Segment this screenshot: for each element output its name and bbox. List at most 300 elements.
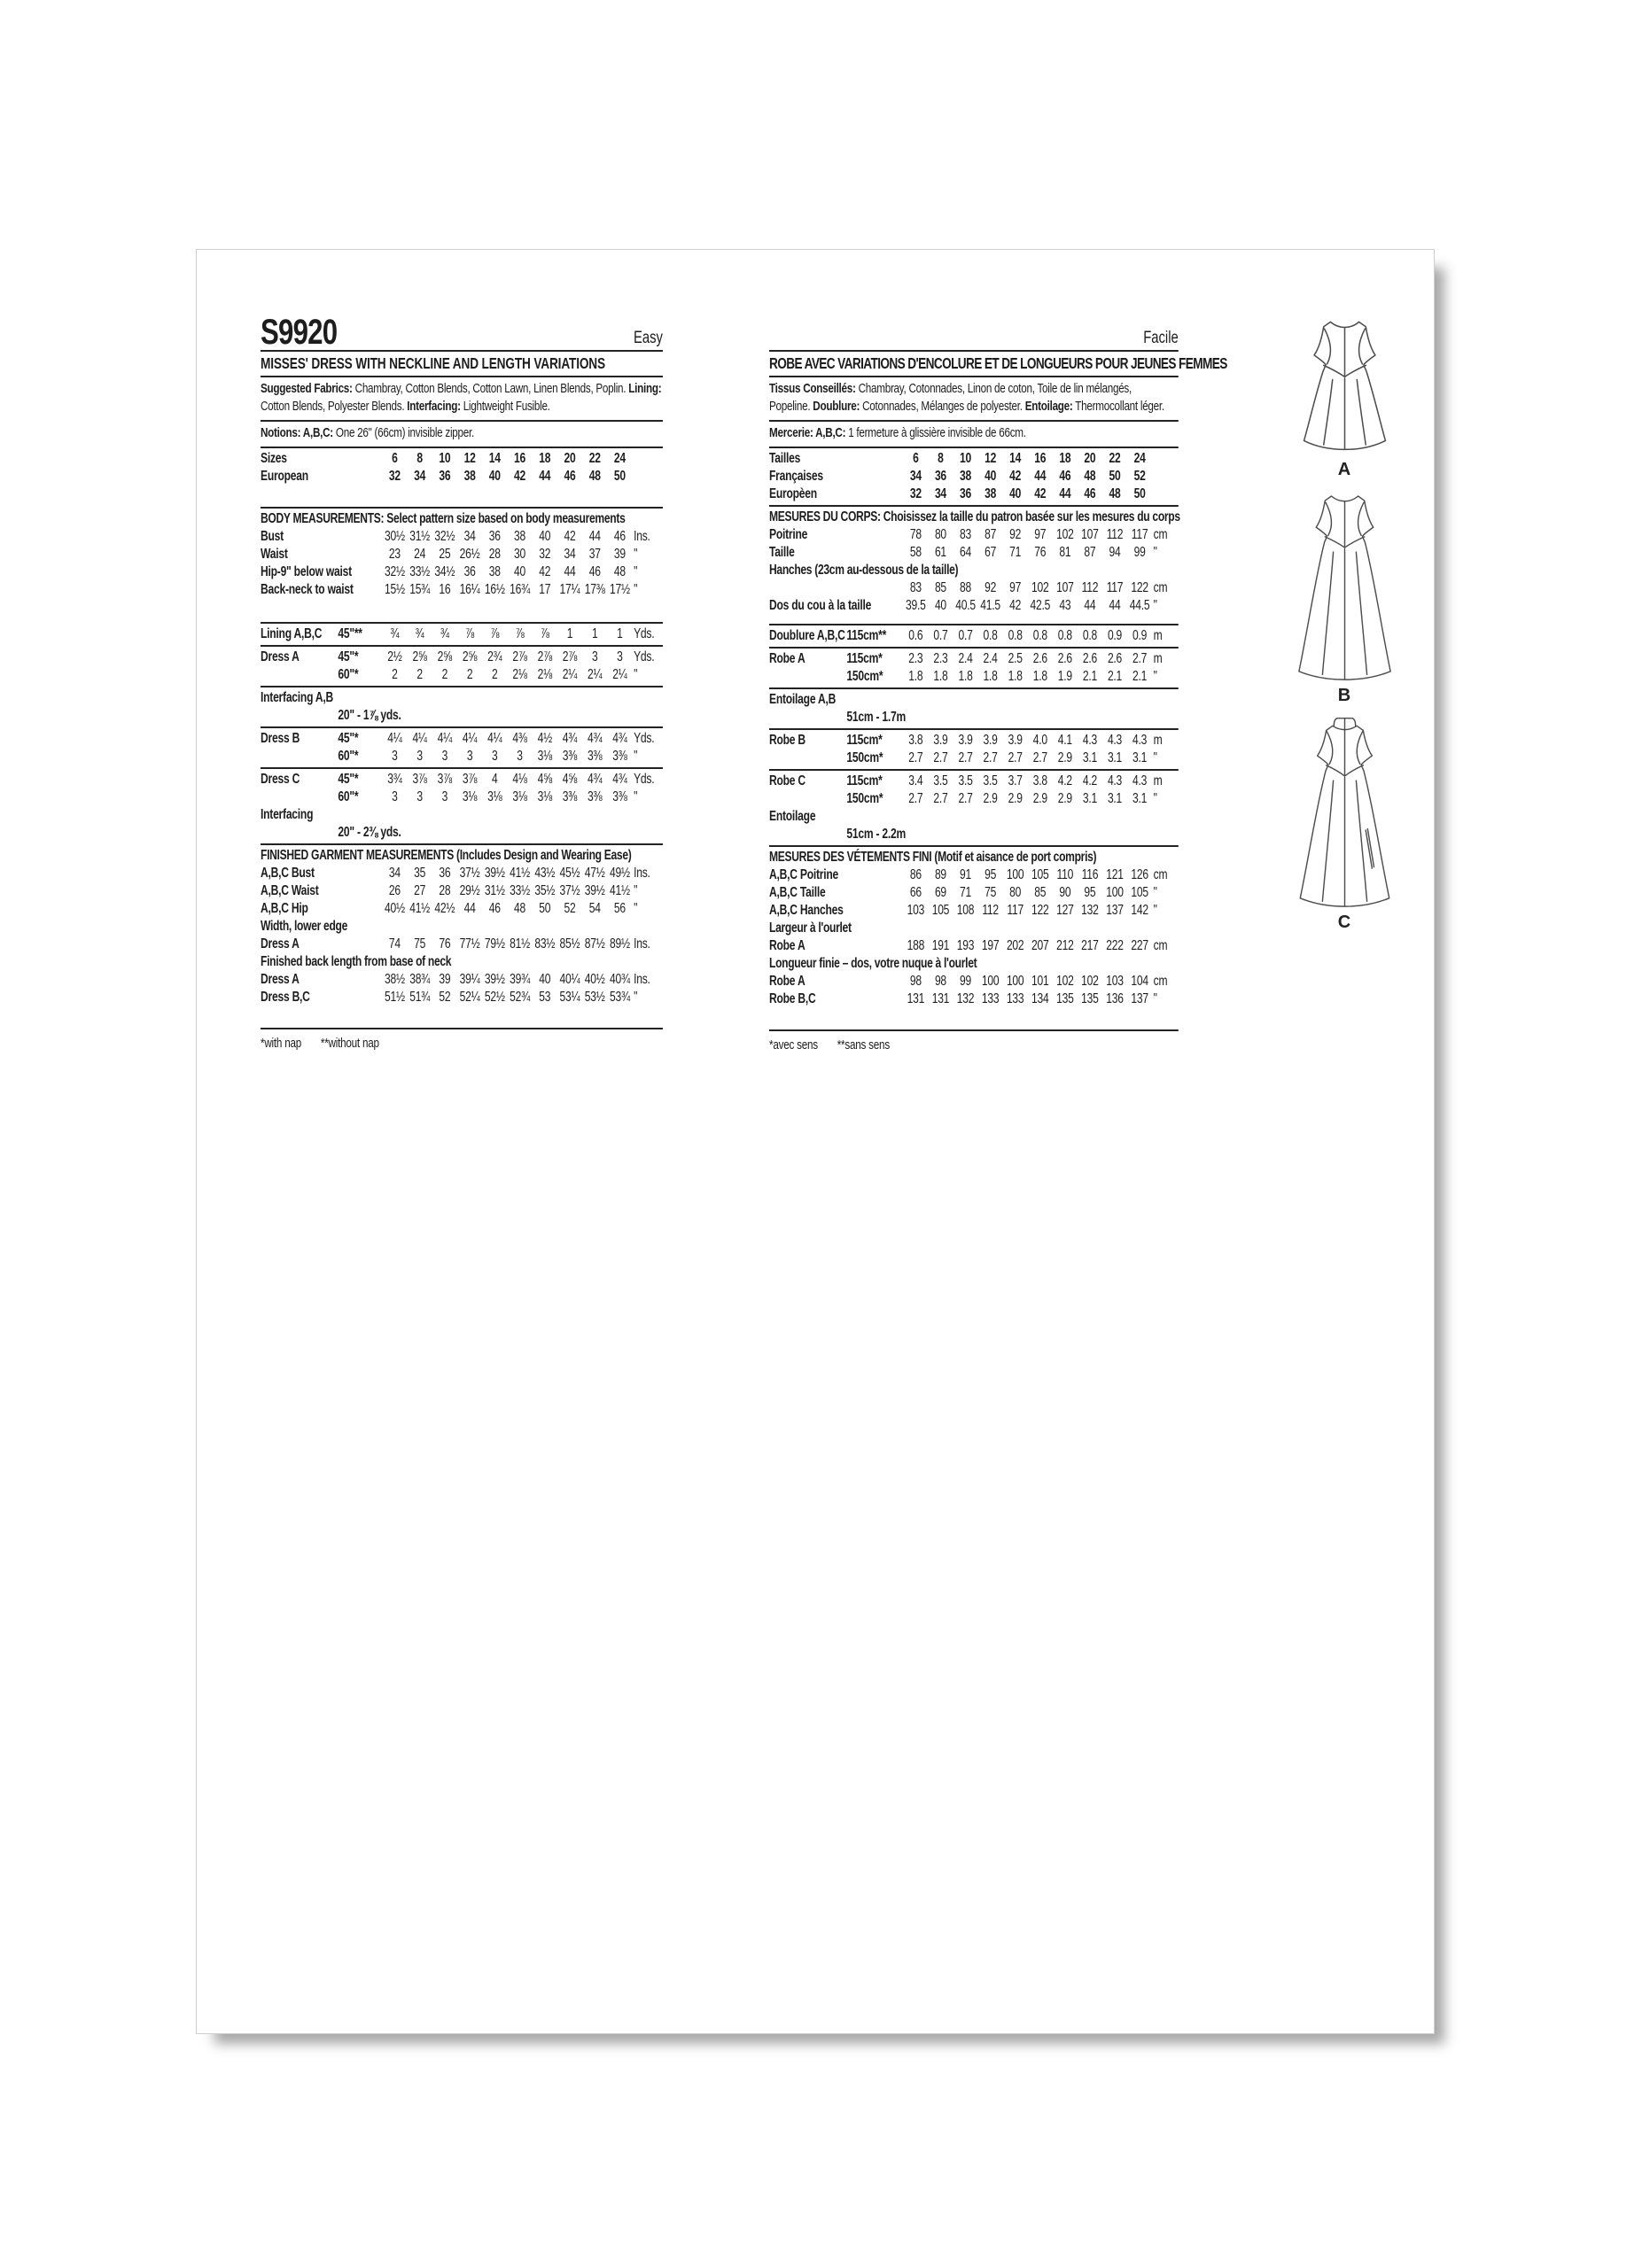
text-segment: Doublure: — [813, 399, 860, 414]
size-value: 36 — [463, 564, 476, 579]
size-value: 193 — [956, 938, 975, 953]
size-value: 133 — [1006, 991, 1024, 1006]
size-value: 4⅜ — [512, 731, 527, 746]
size-value: 107 — [1056, 580, 1074, 595]
size-value: 100 — [1006, 974, 1024, 989]
size-value: 3.5 — [983, 773, 998, 788]
size-value: 3.9 — [933, 733, 948, 748]
size-value: 121 — [1106, 867, 1124, 882]
size-value: 102 — [1081, 974, 1099, 989]
text-paragraph — [261, 422, 663, 448]
size-value: 38 — [488, 564, 501, 579]
size-value: 0.7 — [933, 628, 948, 643]
size-value: 217 — [1081, 938, 1099, 953]
text-segment: Chambray, Cotton Blends, Cotton Lawn, Linen Blends, Poplin. — [352, 381, 629, 396]
size-value: 44.5 — [1129, 598, 1150, 613]
size-value: 2 — [492, 667, 498, 682]
size-value: 36 — [934, 469, 946, 484]
unit-label: m — [1153, 628, 1163, 643]
size-value: 40.5 — [955, 598, 976, 613]
size-value: 94 — [1109, 545, 1121, 560]
size-value: 28 — [439, 883, 451, 898]
row-label: Dress C — [261, 772, 300, 787]
size-value: 4¾ — [562, 731, 578, 746]
size-value: 52½ — [484, 990, 505, 1005]
size-value: 50 — [613, 469, 626, 484]
size-value: 4⅛ — [512, 772, 527, 787]
unit-label: Yds. — [634, 772, 655, 787]
table-row — [261, 581, 663, 599]
measurement-table — [769, 624, 1179, 649]
size-value: 42 — [539, 564, 551, 579]
size-value: 42 — [1034, 486, 1047, 501]
size-value: 40½ — [584, 972, 605, 987]
size-value: 102 — [1031, 580, 1049, 595]
size-value: 44 — [463, 901, 476, 916]
size-value: 36 — [439, 469, 451, 484]
text-segment: Entoilage: — [1024, 399, 1073, 414]
size-value: ⅞ — [490, 626, 500, 641]
size-value: 4.2 — [1082, 773, 1097, 788]
size-value: 75 — [414, 936, 426, 951]
size-value: 35½ — [534, 883, 556, 898]
fabric-width: 115cm* — [846, 773, 883, 788]
size-value: 222 — [1106, 938, 1124, 953]
table-row — [261, 649, 663, 666]
size-value: 10 — [960, 451, 972, 466]
size-value: 38 — [960, 469, 972, 484]
header-english — [261, 312, 663, 352]
size-value: 50 — [539, 901, 551, 916]
size-value: 87½ — [584, 936, 605, 951]
size-value: 3.1 — [1132, 791, 1148, 806]
size-value: 2¾ — [487, 649, 502, 664]
size-value: 52 — [564, 901, 576, 916]
size-value: 31½ — [484, 883, 505, 898]
size-value: 100 — [981, 974, 1000, 989]
footnote — [261, 1028, 663, 1051]
row-label — [261, 748, 338, 765]
size-value: 40 — [514, 564, 526, 579]
fabric-width: 150cm* — [846, 791, 883, 806]
size-value: 112 — [1106, 527, 1124, 542]
size-value: 0.9 — [1107, 628, 1123, 643]
unit-label: m — [1153, 733, 1163, 748]
size-value: 69 — [934, 885, 946, 900]
size-value: 77½ — [459, 936, 480, 951]
size-value: 8 — [416, 451, 423, 466]
size-value: 2⅝ — [412, 649, 427, 664]
size-value: 38 — [985, 486, 997, 501]
section-heading: Largeur à l'ourlet — [769, 920, 852, 936]
size-value: 132 — [956, 991, 975, 1006]
dress-c-figure — [1294, 718, 1396, 944]
size-value: 30 — [514, 547, 526, 562]
table-row — [769, 849, 1179, 866]
text-segment: Tissus Conseillés: — [769, 381, 856, 396]
size-value: 122 — [1131, 580, 1148, 595]
row-label: Europèen — [769, 486, 817, 501]
size-value: 2⅞ — [537, 649, 552, 664]
size-value: 45½ — [559, 866, 580, 881]
size-value: 98 — [909, 974, 922, 989]
unit-label: " — [634, 883, 638, 898]
text-paragraph — [769, 422, 1179, 448]
unit-label: " — [1153, 885, 1157, 900]
size-value: 44 — [564, 564, 576, 579]
row-label: A,B,C Bust — [261, 866, 315, 881]
unit-label — [1152, 468, 1177, 485]
size-value: 32 — [909, 486, 922, 501]
size-value: 40 — [539, 529, 551, 544]
size-value: 18 — [539, 451, 551, 466]
unit-label: cm — [1153, 938, 1168, 953]
unit-label: " — [1153, 991, 1157, 1006]
size-value: 39½ — [484, 866, 505, 881]
size-value: 188 — [907, 938, 925, 953]
size-value: 0.8 — [983, 628, 998, 643]
table-row — [261, 806, 663, 842]
size-value: 4¾ — [612, 731, 627, 746]
fabric-width: 150cm* — [846, 669, 883, 684]
table-row — [769, 627, 1179, 645]
size-value: 0.8 — [1032, 628, 1047, 643]
table-row — [769, 579, 1179, 597]
size-value: 3.1 — [1082, 750, 1097, 765]
dress-b-illustration — [1294, 492, 1396, 682]
size-value: 48 — [1109, 486, 1121, 501]
pattern-number: S9920 — [261, 313, 338, 352]
unit-label: " — [634, 564, 638, 579]
size-value: 117 — [1131, 527, 1148, 542]
size-value: 44 — [588, 529, 601, 544]
size-value: 3 — [517, 749, 523, 764]
table-row — [261, 953, 663, 971]
size-value: 4¼ — [412, 731, 427, 746]
size-value: 137 — [1131, 991, 1148, 1006]
size-value: 46 — [588, 564, 601, 579]
size-value: 197 — [981, 938, 1000, 953]
row-label: Bust — [261, 529, 284, 544]
size-value: 71 — [960, 885, 972, 900]
measurement-table — [261, 769, 663, 845]
unit-label: " — [1153, 669, 1157, 684]
section-heading: FINISHED GARMENT MEASUREMENTS (Includes Design and Wearing Ease) — [261, 848, 632, 863]
size-value: 136 — [1106, 991, 1124, 1006]
size-value: 48 — [588, 469, 601, 484]
size-value: 137 — [1106, 903, 1124, 918]
size-value: 89 — [934, 867, 946, 882]
difficulty-label-french: Facile — [1143, 329, 1179, 347]
table-row — [769, 955, 1179, 973]
table-row — [769, 866, 1179, 884]
size-value: 85½ — [559, 936, 580, 951]
size-value: 1.8 — [908, 669, 923, 684]
table-row — [769, 691, 1179, 726]
unit-label: cm — [1153, 527, 1168, 542]
size-value: 79½ — [484, 936, 505, 951]
measurement-table — [769, 771, 1179, 847]
table-row — [261, 510, 663, 528]
size-value: 4¾ — [588, 772, 603, 787]
view-c-label: C — [1337, 913, 1351, 932]
unit-label: Ins. — [634, 866, 650, 881]
size-value: 40 — [488, 469, 501, 484]
section-heading: Width, lower edge — [261, 919, 348, 934]
table-row — [261, 748, 663, 765]
table-row — [261, 971, 663, 989]
section-heading: Longueur finie – dos, votre nuque à l'ourlet — [769, 956, 977, 971]
size-value: 52¼ — [459, 990, 480, 1005]
size-value: 108 — [956, 903, 975, 918]
size-value: 47½ — [584, 866, 605, 881]
table-row — [261, 730, 663, 748]
fabric-width: 115cm** — [846, 628, 887, 643]
measurement-table — [769, 730, 1179, 771]
fabric-width: 60"* — [338, 667, 359, 682]
unit-label: " — [634, 789, 638, 804]
table-row — [261, 563, 663, 581]
unit-label: Ins. — [634, 936, 650, 951]
size-value: 86 — [909, 867, 922, 882]
row-label: Dress B,C — [261, 990, 310, 1005]
size-value: 3⅛ — [512, 789, 527, 804]
measurement-table — [261, 647, 663, 687]
text-segment: Thermocollant léger. — [1072, 399, 1164, 414]
fabric-width: 60"* — [338, 749, 359, 764]
row-label: Dress A — [261, 649, 300, 664]
size-value: 90 — [1059, 885, 1071, 900]
size-value: 99 — [960, 974, 972, 989]
size-value: 32½ — [384, 564, 405, 579]
table-row — [261, 865, 663, 882]
size-value: 2.4 — [983, 651, 998, 666]
size-value: 103 — [907, 903, 925, 918]
row-label: Françaises — [769, 469, 823, 484]
garment-title-french: ROBE AVEC VARIATIONS D'ENCOLURE ET DE LONGUEURS POUR JEUNES FEMMES — [769, 352, 1179, 377]
size-value: 3⅛ — [537, 749, 552, 764]
row-label: Robe A — [769, 938, 806, 953]
size-value: 4⅝ — [537, 772, 552, 787]
size-value: 23 — [388, 547, 401, 562]
dress-a-figure — [1294, 317, 1396, 492]
unit-label: " — [634, 582, 638, 597]
size-value: 83 — [960, 527, 972, 542]
row-label: Dress A — [261, 972, 300, 987]
size-value: 14 — [1009, 451, 1022, 466]
french-column — [769, 312, 1227, 1052]
measurement-table — [769, 649, 1179, 689]
size-value: 101 — [1031, 974, 1049, 989]
size-value: 1.8 — [1032, 669, 1047, 684]
size-value: 22 — [588, 451, 601, 466]
size-value: 15¾ — [409, 582, 431, 597]
size-value: 2⅝ — [462, 649, 478, 664]
size-value: 3⅞ — [437, 772, 453, 787]
size-value: 97 — [1009, 580, 1022, 595]
size-value: 34 — [463, 529, 476, 544]
size-value: 3⅜ — [612, 789, 627, 804]
size-value: 36 — [960, 486, 972, 501]
size-value: 37½ — [559, 883, 580, 898]
size-value: 42 — [564, 529, 576, 544]
text-segment: Lightweight Fusible. — [460, 399, 550, 414]
table-row — [261, 528, 663, 546]
unit-label: " — [1153, 545, 1157, 560]
size-value: 2.3 — [933, 651, 948, 666]
size-value: 3.9 — [958, 733, 973, 748]
size-value: 44 — [1034, 469, 1047, 484]
unit-label: m — [1153, 651, 1163, 666]
table-row — [261, 882, 663, 900]
size-value: 25 — [439, 547, 451, 562]
size-value: 36 — [439, 866, 451, 881]
size-value: 99 — [1133, 545, 1146, 560]
size-value: 2¼ — [588, 667, 603, 682]
text-segment: Chambray, Cotonnades, Linon de coton, Toile de lin mélangés, — [855, 381, 1132, 396]
yardage-note: 51cm - 2.2m — [846, 827, 907, 842]
section-heading: MESURES DES VÉTEMENTS FINI (Motif et aisance de port compris) — [769, 850, 1097, 865]
size-value: 4¾ — [612, 772, 627, 787]
size-value: 2⅛ — [512, 667, 527, 682]
size-value: 85 — [1034, 885, 1047, 900]
size-value: 2.5 — [1008, 651, 1023, 666]
row-label: Entoilage — [769, 809, 816, 824]
size-value: 3 — [591, 649, 598, 664]
size-value: 1.8 — [933, 669, 948, 684]
size-value: 34½ — [434, 564, 455, 579]
row-label: Doublure A,B,C — [769, 628, 845, 643]
size-value: 116 — [1081, 867, 1099, 882]
table-row — [769, 468, 1179, 485]
unit-label: " — [634, 901, 638, 916]
table-row — [261, 546, 663, 563]
text-segment: Popeline. — [769, 399, 813, 414]
table-row — [769, 597, 1179, 615]
size-value: 53¼ — [559, 990, 580, 1005]
size-value: 4¼ — [462, 731, 478, 746]
size-value: 41½ — [510, 866, 530, 881]
size-value: 8 — [938, 451, 944, 466]
size-value: 2.7 — [908, 750, 923, 765]
row-label — [769, 750, 846, 767]
size-value: 3 — [416, 749, 423, 764]
size-value: 110 — [1056, 867, 1074, 882]
size-value: 3.5 — [933, 773, 948, 788]
size-value: 3¾ — [387, 772, 402, 787]
size-value: 16 — [439, 582, 451, 597]
unit-label: " — [634, 990, 638, 1005]
difficulty-label-english: Easy — [634, 329, 663, 347]
size-value: 16¼ — [459, 582, 480, 597]
table-row — [769, 450, 1179, 468]
size-value: 16 — [514, 451, 526, 466]
size-value: 40¼ — [559, 972, 580, 987]
size-value: 74 — [388, 936, 401, 951]
fabric-width: 45"* — [338, 772, 359, 787]
size-value: 48 — [514, 901, 526, 916]
size-value: 64 — [960, 545, 972, 560]
unit-label: cm — [1153, 580, 1168, 595]
row-label: Dress A — [261, 936, 300, 951]
table-row — [769, 750, 1179, 767]
size-value: 85 — [934, 580, 946, 595]
size-value: 30½ — [384, 529, 405, 544]
size-value: 4.0 — [1032, 733, 1047, 748]
size-value: 3.8 — [908, 733, 923, 748]
size-value: 102 — [1056, 974, 1074, 989]
unit-label: cm — [1153, 867, 1168, 882]
fabric-width: 115cm* — [846, 651, 883, 666]
size-value: 42½ — [434, 901, 455, 916]
size-value: 48 — [613, 564, 626, 579]
size-value: 0.8 — [1057, 628, 1072, 643]
size-value: 3.4 — [908, 773, 923, 788]
size-value: 2.7 — [958, 791, 973, 806]
measurement-table — [261, 507, 663, 601]
size-value: 1.8 — [1008, 669, 1023, 684]
size-value: 91 — [960, 867, 972, 882]
row-label — [261, 666, 338, 684]
size-value: 35 — [414, 866, 426, 881]
english-column — [261, 312, 663, 1051]
table-row — [261, 989, 663, 1006]
size-value: 83½ — [534, 936, 556, 951]
size-value: 28 — [488, 547, 501, 562]
size-value: 2¼ — [612, 667, 627, 682]
size-value: 3.8 — [1032, 773, 1047, 788]
size-value: 44 — [1109, 598, 1121, 613]
size-value: 16½ — [484, 582, 505, 597]
table-row — [261, 936, 663, 953]
section-heading: BODY MEASUREMENTS: Select pattern size based on body measurements — [261, 511, 626, 526]
size-value: 122 — [1031, 903, 1049, 918]
dress-b-figure — [1294, 492, 1396, 718]
size-value: 42 — [1009, 469, 1022, 484]
size-value: 2.7 — [933, 791, 948, 806]
table-row — [769, 808, 1179, 843]
text-segment: Cotonnades, Mélanges de polyester. — [860, 399, 1025, 414]
size-value: 4¼ — [487, 731, 502, 746]
size-value: 67 — [985, 545, 997, 560]
size-value: 1.9 — [1057, 669, 1072, 684]
size-value: 80 — [1009, 885, 1022, 900]
size-value: 3 — [492, 749, 498, 764]
size-value: ⅞ — [515, 626, 525, 641]
size-value: 117 — [1106, 580, 1124, 595]
size-value: 40¾ — [610, 972, 630, 987]
table-row — [261, 625, 663, 643]
size-value: 58 — [909, 545, 922, 560]
size-value: 2.9 — [1008, 791, 1023, 806]
size-value: 191 — [931, 938, 950, 953]
size-value: 131 — [931, 991, 950, 1006]
size-value: 0.8 — [1008, 628, 1023, 643]
size-value: 34 — [414, 469, 426, 484]
size-value: 42.5 — [1030, 598, 1051, 613]
unit-label — [1152, 485, 1177, 503]
size-value: 3.9 — [983, 733, 998, 748]
size-value: 37½ — [459, 866, 480, 881]
size-value: 2.3 — [908, 651, 923, 666]
size-value: 4.3 — [1107, 733, 1123, 748]
table-row — [769, 920, 1179, 937]
size-value: 1.8 — [983, 669, 998, 684]
size-value: 40 — [1009, 486, 1022, 501]
size-value: 126 — [1131, 867, 1148, 882]
size-value: 41.5 — [980, 598, 1000, 613]
size-value: 49½ — [610, 866, 630, 881]
